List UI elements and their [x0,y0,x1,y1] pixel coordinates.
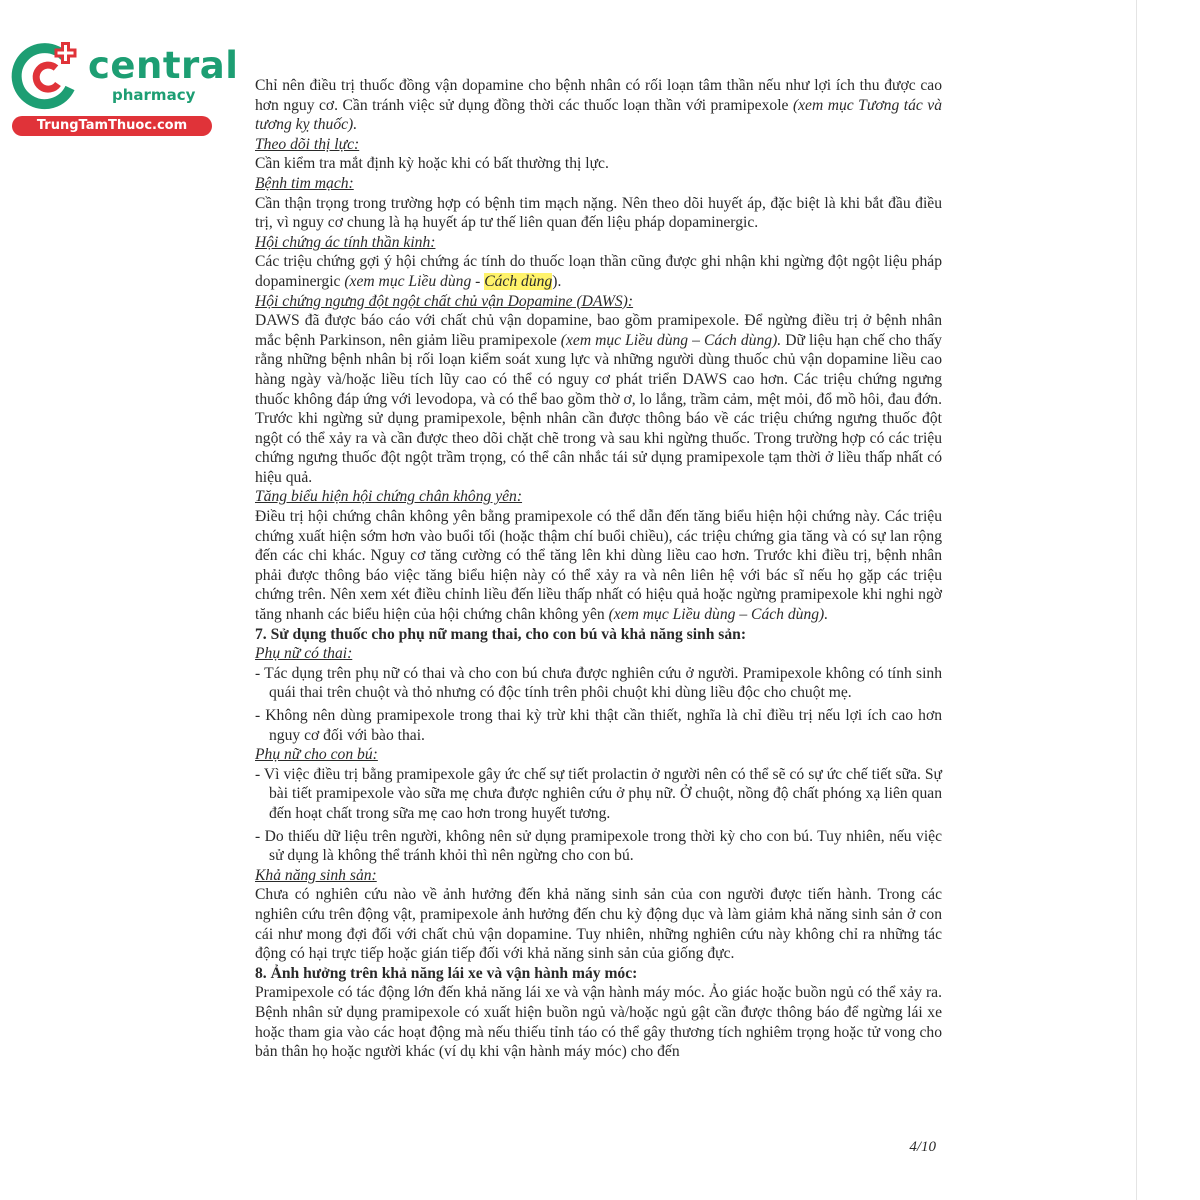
subheading-rls: Tăng biểu hiện hội chứng chân không yên: [255,488,523,506]
paragraph-rls [255,507,942,625]
brand-name: central [88,44,239,87]
list-item: - Vì việc điều trị bằng pramipexole gây ức chế sự tiết prolactin ở người nên có thể sẽ có sự ức chế tiết sữa. Sự bài tiết pramipexole vào sữa mẹ chưa được nghiên cứu ở phụ nữ. Ở chuột, nồng độ chất phóng xạ liên quan đến hoạt chất trong sữa mẹ cao hơn trong huyết tương. [255,765,942,822]
brand-logo[interactable] [8,38,239,138]
paragraph-fertility: Chưa có nghiên cứu nào về ảnh hưởng đến khả năng sinh sản của con người được tiến hành. Trong các nghiên cứu trên động vật, pramipexole ảnh hưởng đến chu kỳ động dục và làm giảm khả năng sinh sản ở con cái như mong đợi đối với chất chủ vận dopamine. Tuy nhiên, những nghiên cứu này không chỉ ra những tác động có hại trực tiếp hoặc gián tiếp đối với khả năng sinh sản của giống đực. [255,886,942,963]
paragraph-driving: Pramipexole có tác động lớn đến khả năng lái xe và vận hành máy móc. Ảo giác hoặc buồn ngủ có thể xảy ra. Bệnh nhân sử dụng pramipexole có xuất hiện buồn ngủ và/hoặc ngủ gật cần được thông báo để ngừng lái xe hoặc tham gia vào các hoạt động mà nếu thiếu tỉnh táo có thể gây thương tích nghiêm trọng hoặc tử vong cho bản thân họ hoặc người khác (ví dụ khi vận hành máy móc) cho đến [255,984,942,1061]
list-item: - Tác dụng trên phụ nữ có thai và cho con bú chưa được nghiên cứu ở người. Pramipexole không có tính sinh quái thai trên chuột và thỏ nhưng có độc tính trên phôi chuột khi dùng liều độc cho chuột mẹ. [255,664,942,702]
subheading-cardiovascular: Bệnh tim mạch: [255,174,354,192]
brand-url[interactable]: TrungTamThuoc.com [12,116,212,136]
document-body [255,76,942,1062]
text: Các triệu chứng gợi ý hội chứng ác tính do thuốc loạn thần cũng được ghi nhận khi ngừng đột ngột liệu pháp dopaminergic [255,253,942,290]
paragraph-nms [255,252,942,291]
cross-reference: (xem mục Liều dùng - [344,272,485,290]
page-number: 4/10 [909,1139,936,1155]
paragraph-cardiovascular: Cần thận trọng trong trường hợp có bệnh tim mạch nặng. Nên theo dõi huyết áp, đặc biệt là khi bắt đầu điều trị, vì nguy cơ chung là hạ huyết áp tư thế liên quan đến liệu pháp dopaminergic. [255,194,942,232]
list-item: - Không nên dùng pramipexole trong thai kỳ trừ khi thật cần thiết, nghĩa là chỉ điều trị nếu lợi ích cao hơn nguy cơ đối với bào thai. [255,707,942,744]
paragraph-vision: Cần kiểm tra mắt định kỳ hoặc khi có bất thường thị lực. [255,155,609,173]
subheading-pregnancy: Phụ nữ có thai: [255,645,353,663]
highlighted-text: Cách dùng [484,272,553,290]
brand-subtitle: pharmacy [112,86,196,104]
subheading-daws: Hội chứng ngưng đột ngột chất chủ vận Dopamine (DAWS): [255,292,634,310]
text: DAWS đã được báo cáo với chất chủ vận dopamine, bao gồm pramipexole. Để ngừng điều trị ở bệnh nhân mắc bệnh Parkinson, nên giảm liều pramipexole [255,312,942,349]
section-heading-7: 7. Sử dụng thuốc cho phụ nữ mang thai, cho con bú và khả năng sinh sản: [255,625,747,643]
central-pharmacy-logo-icon [8,38,84,114]
subheading-breastfeeding: Phụ nữ cho con bú: [255,746,378,764]
paragraph-daws [255,311,942,487]
cross-reference: (xem mục Liều dùng – Cách dùng). [560,331,782,349]
cross-reference: (xem mục Liều dùng – Cách dùng). [608,606,829,624]
text: Dữ liệu hạn chế cho thấy rằng những bệnh nhân bị rối loạn kiểm soát xung lực và những người dùng thuốc chủ vận dopamine liều cao hàng ngày và/hoặc liều tích lũy cao có thể có nguy cơ phát triển DAWS cao hơn. Các triệu chứng ngưng thuốc không đáp ứng với levodopa, và có thể bao gồm thờ ơ, lo lắng, trầm cảm, mệt mỏi, đổ mồ hôi, đau đớn. Trước khi ngừng sử dụng pramipexole, bệnh nhân cần được thông báo về các triệu chứng ngưng thuốc đột ngột có thể xảy ra và cần được theo dõi chặt chẽ trong và sau khi ngừng thuốc. Trong trường hợp có các triệu chứng ngưng thuốc đột ngột trầm trọng, có thể cân nhắc tái sử dụng pramipexole tạm thời ở liều thấp nhất có hiệu quả. [255,331,942,486]
cross-reference: (xem mục Tương tác và tương kỵ thuốc). [255,96,942,134]
text: ). [552,272,562,290]
page-edge-divider [1136,0,1137,1200]
subheading-nms: Hội chứng ác tính thần kinh: [255,233,436,251]
subheading-fertility: Khả năng sinh sản: [255,866,377,884]
text: Điều trị hội chứng chân không yên bằng pramipexole có thể dẫn đến tăng biểu hiện hội chứng này. Các triệu chứng xuất hiện sớm hơn vào buổi tối (hoặc thậm chí buổi chiều), các triệu chứng gia tăng và có sự lan rộng đến các chi khác. Nguy cơ tăng cường có thể tăng lên khi dùng liều cao hơn. Trước khi điều trị, bệnh nhân phải được thông báo việc tăng biểu hiện này có thể xảy ra và nên liên hệ với bác sĩ nếu họ gặp các triệu chứng trên. Nên xem xét điều chỉnh liều đến liều thấp nhất có hiệu quả hoặc ngừng pramipexole khi nghi ngờ tăng nhanh các biểu hiện của hội chứng chân không yên [255,508,942,624]
list-item: - Do thiếu dữ liệu trên người, không nên sử dụng pramipexole trong thời kỳ cho con bú. Tuy nhiên, nếu việc sử dụng là không thể tránh khỏi thì nên ngừng cho con bú. [255,827,942,865]
text: Chỉ nên điều trị thuốc đồng vận dopamine cho bệnh nhân có rối loạn tâm thần nếu như lợi ích thu được cao hơn nguy cơ. Cần tránh việc sử dụng đồng thời các thuốc loạn thần với pramipexole [255,77,942,114]
section-heading-8: 8. Ảnh hưởng trên khả năng lái xe và vận hành máy móc: [255,964,638,982]
subheading-vision: Theo dõi thị lực: [255,135,360,153]
paragraph-antipsychotic [255,76,942,135]
